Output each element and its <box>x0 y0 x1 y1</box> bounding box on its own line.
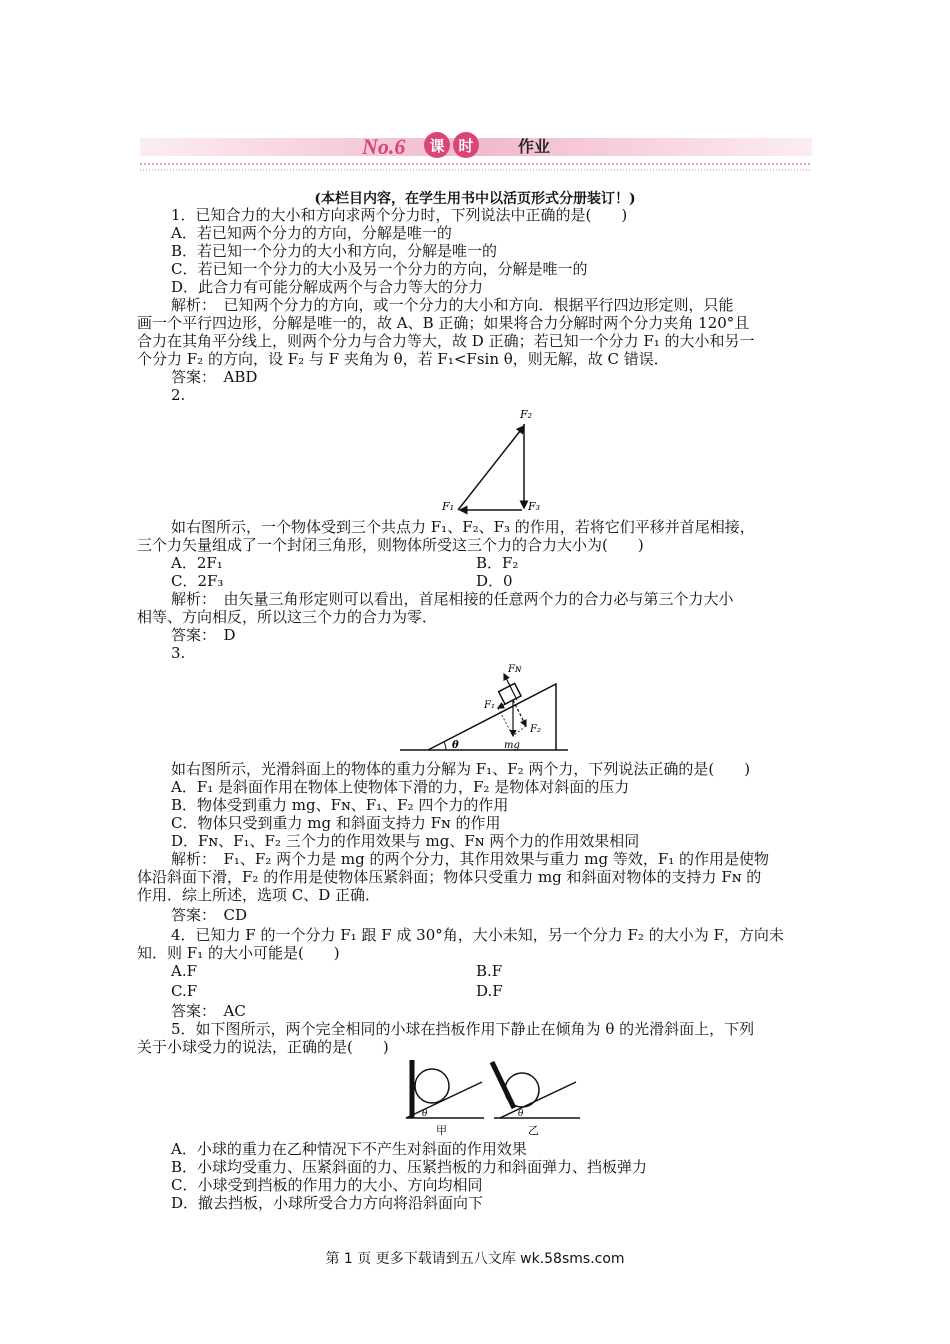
q2-option-b: B．F₂ <box>476 554 519 572</box>
q5-option-d: D．撤去挡板，小球所受合力方向将沿斜面向下 <box>171 1194 484 1212</box>
banner-badge-1: 课 <box>429 137 445 155</box>
q3-analysis-1: 解析： F₁、F₂ 两个力是 mg 的两个分力，其作用效果与重力 mg 等效，F₁ 的作用是使物 <box>171 850 770 868</box>
label-theta: θ <box>452 740 459 751</box>
q3-answer: 答案： CD <box>171 906 248 924</box>
binding-note: (本栏目内容，在学生用书中以活页形式分册装订！) <box>314 191 636 207</box>
label-yi: 乙 <box>528 1124 539 1137</box>
q1-option-d: D．此合力有可能分解成两个与合力等大的分力 <box>171 278 484 296</box>
page-footer: 第 1 页 更多下载请到五八文库 wk.58sms.com <box>325 1251 625 1267</box>
banner-number: No.6 <box>362 134 406 159</box>
q2-option-a: A．2F₁ <box>171 554 223 572</box>
q1-option-b: B．若已知一个分力的大小和方向，分解是唯一的 <box>171 242 498 260</box>
q4-option-a: A.F <box>171 962 198 980</box>
q2-stem-1: 如右图所示，一个物体受到三个共点力 F₁、F₂、F₃ 的作用，若将它们平移并首尾相接， <box>171 518 755 536</box>
q2-number: 2. <box>171 386 186 404</box>
q1-analysis-2: 画一个平行四边形，分解是唯一的，故 A、B 正确；如果将合力分解时两个分力夹角 120°且 <box>137 314 750 332</box>
q2-stem-2: 三个力矢量组成了一个封闭三角形，则物体所受这三个力的合力大小为( ) <box>137 536 644 554</box>
q2-option-d: D．0 <box>476 572 513 590</box>
q4-stem-1: 4．已知力 F 的一个分力 F₁ 跟 F 成 30°角，大小未知，另一个分力 F₂ 的大小为 F，方向未 <box>171 926 784 944</box>
q3-analysis-3: 作用．综上所述，选项 C、D 正确． <box>137 886 381 904</box>
q5-stem-2: 关于小球受力的说法，正确的是( ) <box>137 1038 389 1056</box>
q5-option-b: B．小球均受重力、压紧斜面的力、压紧挡板的力和斜面弹力、挡板弹力 <box>171 1158 648 1176</box>
q3-number: 3. <box>171 644 186 662</box>
q3-option-d: D．Fɴ、F₁、F₂ 三个力的作用效果与 mg、Fɴ 两个力的作用效果相同 <box>171 832 640 850</box>
q4-stem-2: 知．则 F₁ 的大小可能是( ) <box>137 944 340 962</box>
q4-answer: 答案： AC <box>171 1002 246 1020</box>
section-banner <box>140 124 812 174</box>
label-f1: F₁ <box>484 700 495 711</box>
q1-answer: 答案： ABD <box>171 368 258 386</box>
q2-answer: 答案： D <box>171 626 236 644</box>
banner-title: 作业 <box>518 137 551 156</box>
q1-stem: 1．已知合力的大小和方向求两个分力时，下列说法中正确的是( ) <box>171 206 628 224</box>
q1-analysis-4: 个分力 F₂ 的方向，设 F₂ 与 F 夹角为 θ，若 F₁<Fsin θ，则无解，故 C 错误． <box>137 350 669 368</box>
q4-option-d: D.F <box>476 982 503 1000</box>
label-f2: F₂ <box>530 724 541 735</box>
theta-a: θ <box>422 1109 428 1119</box>
label-mg: mg <box>504 740 520 751</box>
theta-b: θ <box>518 1109 524 1119</box>
banner-badge-2: 时 <box>458 137 474 155</box>
q1-option-c: C．若已知一个分力的大小及另一个分力的方向，分解是唯一的 <box>171 260 588 278</box>
ball-baffle-figure <box>400 1056 590 1138</box>
label-f3: F₃ <box>528 500 541 513</box>
q2-analysis-1: 解析： 由矢量三角形定则可以看出，首尾相接的任意两个力的合力必与第三个力大小 <box>171 590 734 608</box>
q5-option-c: C．小球受到挡板的作用力的大小、方向均相同 <box>171 1176 483 1194</box>
q2-option-c: C．2F₃ <box>171 572 224 590</box>
incline-block-figure <box>400 660 570 755</box>
label-fn: Fɴ <box>508 664 522 675</box>
q1-option-a: A．若已知两个分力的方向，分解是唯一的 <box>171 224 452 242</box>
q3-stem: 如右图所示，光滑斜面上的物体的重力分解为 F₁、F₂ 两个力，下列说法正确的是( ) <box>171 760 751 778</box>
q1-analysis-1: 解析： 已知两个分力的方向，或一个分力的大小和方向．根据平行四边形定则，只能 <box>171 296 734 314</box>
q5-stem-1: 5．如下图所示，两个完全相同的小球在挡板作用下静止在倾角为 θ 的光滑斜面上，下列 <box>171 1020 755 1038</box>
q5-option-a: A．小球的重力在乙种情况下不产生对斜面的作用效果 <box>171 1140 527 1158</box>
q3-analysis-2: 体沿斜面下滑，F₂ 的作用是使物体压紧斜面；物体只受重力 mg 和斜面对物体的支持力 Fɴ 的 <box>137 868 762 886</box>
q3-option-c: C．物体只受到重力 mg 和斜面支持力 Fɴ 的作用 <box>171 814 501 832</box>
q2-analysis-2: 相等、方向相反，所以这三个力的合力为零． <box>137 608 438 626</box>
force-triangle-figure <box>440 404 550 516</box>
q4-option-b: B.F <box>476 962 503 980</box>
label-f1: F₁ <box>442 500 455 513</box>
q4-option-c: C.F <box>171 982 198 1000</box>
q3-option-a: A．F₁ 是斜面作用在物体上使物体下滑的力，F₂ 是物体对斜面的压力 <box>171 778 630 796</box>
label-jia: 甲 <box>436 1124 447 1137</box>
q3-option-b: B．物体受到重力 mg、Fɴ、F₁、F₂ 四个力的作用 <box>171 796 509 814</box>
label-f2: F₂ <box>520 408 533 421</box>
q1-analysis-3: 合力在其角平分线上，则两个分力与合力等大，故 D 正确；若已知一个分力 F₁ 的大小和另一 <box>137 332 755 350</box>
